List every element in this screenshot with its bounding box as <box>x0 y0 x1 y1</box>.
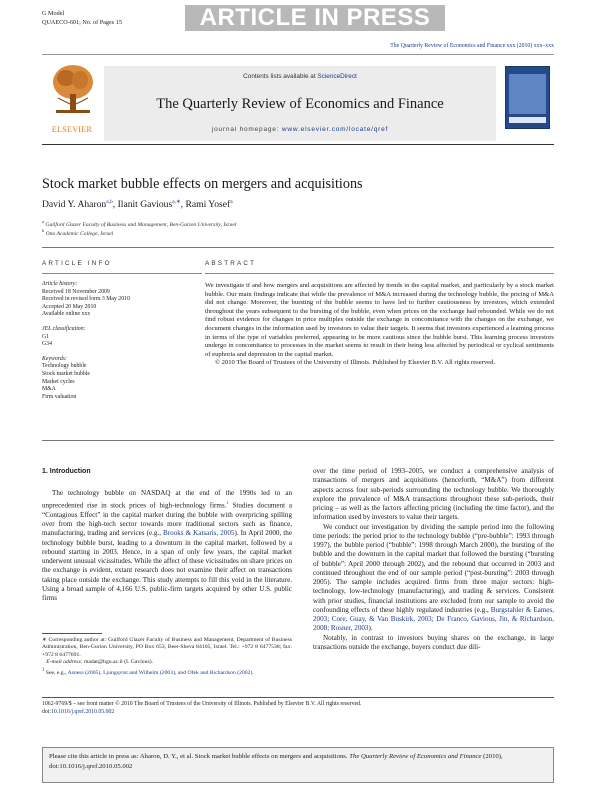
citation-link[interactable]: Burgstahler & Eames, 2003; Core, Guay, & Van Buskirk, 2003; De Franco, Gavious, Jin, & Richardson, 2008; Rosner, 2003 <box>313 605 554 633</box>
article-in-press-text: ARTICLE IN PRESS <box>199 4 431 31</box>
manuscript-ref: QUAECO-601; No. of Pages 15 <box>42 18 122 26</box>
keyword: M&A <box>42 386 56 393</box>
history-revised: Received in revised form 3 May 2010 <box>42 296 130 303</box>
affiliation-b <box>42 228 113 237</box>
footer-rule <box>42 697 554 698</box>
author-affiliation-mark[interactable]: a,∗ <box>172 199 181 205</box>
body-column-left <box>42 489 292 603</box>
publisher-name: ELSEVIER <box>51 125 93 134</box>
paragraph-text: We conduct our investigation by dividing the sample period into the following time periods: the period prior to the technology bubble (“pre-bubble”: 1993 through 1997), the bubble period (“bubble”: 1998 through March 2000), the bursting of the bubble and the downturn in the capital market that followed the bursting (“bursting of bubble”: April 2000 through 2002), and the rebound that occurred in 2003 and continued throughout the end of our sample period (“post-bursting”: 2003 through 2005). The sample includes acquired firms from three major sectors: high-technology, low-technology (manufacturing), and trading & services. Consistent with prior studies, financial institutions are excluded from our sample to avoid the confounding effects of these highly regulated industries (e.g., <box>313 522 554 614</box>
footnote-text: See, e.g., <box>44 669 68 676</box>
citation-link[interactable]: Asness (2005), Ljungqvist and Wilhelm (2003), and Ofek and Richardson (2002) <box>67 669 253 676</box>
abstract-copyright: © 2010 The Board of Trustees of the University of Illinois. Published by Elsevier B.V. All rights reserved. <box>215 359 496 367</box>
author-list: David Y. Aharon$^{a,b}$, Ilanit Gavious$^{a,∗}$, Rami Yosef$^a$ <box>42 199 233 211</box>
doi-link[interactable]: 10.1016/j.qref.2010.05.002 <box>51 708 115 715</box>
journal-homepage <box>104 126 496 133</box>
email-address[interactable]: madat@bgu.ac.il (I. Gavious). <box>82 659 154 666</box>
journal-title: The Quarterly Review of Economics and Finance <box>156 96 444 112</box>
footnote-1 <box>42 667 292 677</box>
issn-text: 1062-9769/$ – see front matter © 2010 The Board of Trustees of the University of Illinois. Published by Elsevier B.V. All rights reserved. <box>42 701 362 707</box>
article-info <box>42 281 192 401</box>
affiliation-text: Guilford Glazer Faculty of Business and Management, Ben-Gurion University, Israel <box>45 221 237 228</box>
body-column-right <box>313 467 554 652</box>
doi-line <box>42 709 361 717</box>
paragraph-text: ). In April 2000, the technology bubble burst, leading to a downturn in the capital market, followed by a rebound starting in 2003. Hence, in a span of only few years, the capital market underwent unusual vicissitudes. While the affect of these vicissitudes on share prices on the exchange is evident, extant research does not examine their affect on transactions taking place outside the exchange. This study attempts to fill this void in the literature. Using a broad sample of 4,166 U.S. public-firm targets acquired by other U.S. public firms <box>42 529 292 603</box>
affiliation-text: Ono Academic College, Israel <box>45 230 114 237</box>
history-received: Received 18 November 2009 <box>42 288 110 295</box>
abstract-rule <box>205 273 554 274</box>
cover-title-band <box>509 117 546 123</box>
cover-graphic <box>509 74 546 114</box>
footnote-rule <box>42 633 102 634</box>
homepage-prefix: journal homepage: <box>211 126 282 133</box>
author-name: Rami Yosef <box>185 199 231 211</box>
abstract-divider <box>42 440 554 441</box>
paragraph: over the time period of 1993–2005, we conduct a comprehensive analysis of transactions of mergers and acquisitions (henceforth, “M&A”) from different aspects across four sub-periods surrounding the technology bubble. We thoroughly explore the prevalence of M&A transactions throughout these sub-periods, their pricing – as well as the factors affecting pricing (including the time factor), and the information used by investors to value their targets. <box>313 467 554 522</box>
history-label: Article history: <box>42 281 78 287</box>
cite-doi[interactable]: 10.1016/j.qref.2010.05.002 <box>59 762 133 770</box>
contents-prefix: Contents lists available at <box>243 73 318 80</box>
header-divider <box>42 54 554 55</box>
affiliation-mark: a <box>42 219 44 224</box>
affiliation-a <box>42 219 236 228</box>
elsevier-tree-logo <box>48 60 98 118</box>
author-name: Ilanit Gavious <box>117 199 173 211</box>
footnote-text: . <box>252 669 254 676</box>
cite-prefix: Please cite this article in press as: Aharon, D. Y., et al. Stock market bubble effects on mergers and acquisitions. <box>49 753 350 760</box>
article-info-rule <box>42 273 202 274</box>
jel-code: G1 <box>42 333 50 340</box>
keyword: Stock market bubble <box>42 370 90 377</box>
paragraph <box>313 523 554 634</box>
email-note <box>42 659 292 666</box>
article-title: Stock market bubble effects on mergers and acquisitions <box>42 176 363 192</box>
keywords-label: Keywords: <box>42 355 67 362</box>
paragraph-text: ). <box>368 624 373 633</box>
homepage-link[interactable]: www.elsevier.com/locate/qref <box>281 126 389 133</box>
keyword: Technology bubble <box>42 363 87 370</box>
manuscript-id <box>42 10 122 27</box>
gmodel-label: G Model <box>42 10 65 17</box>
article-info-heading: ARTICLE INFO <box>42 260 112 267</box>
keyword: Firm valuation <box>42 393 77 400</box>
affiliation-mark: b <box>42 228 45 233</box>
footnote-ref[interactable]: 1 <box>226 500 229 506</box>
masthead-rule <box>42 144 554 145</box>
corresponding-author-note: ∗ Corresponding author at: Guilford Glazer Faculty of Business and Management, Department of Business Administration, Ben-Gurion University, PO Box 653, Beer-Sheva 84105, Israel. Tel.: +972 8 6477538; fax: +972 8 6477691. <box>42 637 292 658</box>
history-accepted: Accepted 20 May 2010 <box>42 303 97 310</box>
history-online: Available online xxx <box>42 311 91 318</box>
sciencedirect-link[interactable]: ScienceDirect <box>317 73 357 80</box>
paragraph-text: The technology bubble on NASDAQ at the end of the 1990s led to an unprecedented rise in stock prices of high-technology firms. <box>42 489 292 510</box>
journal-reference[interactable]: The Quarterly Review of Economics and Finance xxx (2010) xxx–xxx <box>390 43 554 49</box>
jel-code: G34 <box>42 341 52 348</box>
citation-link[interactable]: Brooks & Katsaris, 2005 <box>163 529 235 538</box>
keyword: Market cycles <box>42 378 75 385</box>
doi-prefix: doi: <box>42 708 52 715</box>
email-label: E-mail address: <box>46 659 83 666</box>
abstract-heading: ABSTRACT <box>205 260 257 267</box>
issn-line <box>42 701 361 716</box>
cite-middle: (2010), doi: <box>49 753 503 770</box>
jel-label: JEL classification: <box>42 325 86 332</box>
author-name: David Y. Aharon <box>42 199 107 211</box>
paragraph-text: Studies document a “Contagious Effect” in the capital market during the bubble with overpricing spilling over from the high-tech sector towards more traditional sectors such as finance, manufacturing, trading and services (e.g., <box>42 501 292 538</box>
abstract-text: We investigate if and how mergers and acquisitions are affected by trends in the capital market, and particularly by a stock market bubble. Our main findings indicate that while the prevalence of M&A increased during the technology bubble, the pricing of M&A did not change. Moreover, the bursting of the bubble seems to have led to further cautiousness by investors, which extended throughout the years subsequent to the bursting of the bubble, even when prices on the exchange had rebounded. While we do not find robust evidence for changes in price multiples outside the exchange in concomitance with the changes on the exchange, we document changes in the information used by investors to value their targets. It seems that investors experienced a learning process in terms of the type of variables preferred, appearing to be more cautious since the bubble burst. This learning process investors undergo in concomitance to processes in the market seems to result in their being less affected by periodical or cyclical sentiments of euphoria and depression in the capital market. <box>205 282 554 358</box>
footnote-number: 1 <box>42 667 45 673</box>
abstract-body <box>205 282 554 368</box>
citation-text <box>49 752 547 771</box>
paragraph: Notably, in contrast to investors buying shares on the exchange, in large transactions outside the exchange, buyers conduct due dili- <box>313 633 554 651</box>
paragraph <box>42 489 292 603</box>
author-affiliation-mark[interactable]: a,b <box>106 199 113 205</box>
title-divider <box>42 247 554 248</box>
cite-journal: The Quarterly Review of Economics and Finance <box>349 753 482 760</box>
contents-line <box>104 73 496 80</box>
author-affiliation-mark[interactable]: a <box>230 199 233 205</box>
footnotes <box>42 637 292 677</box>
section-heading-introduction: 1. Introduction <box>42 468 91 475</box>
